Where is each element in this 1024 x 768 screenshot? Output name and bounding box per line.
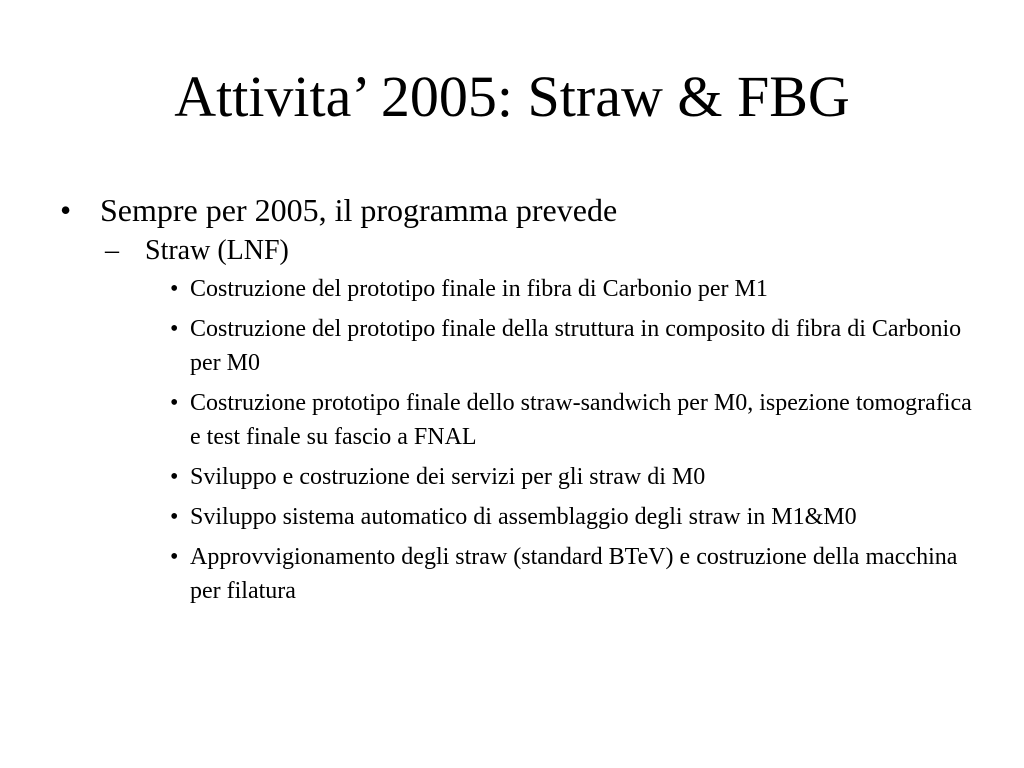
bullet-level2: [105, 232, 980, 270]
bullet-dot-icon: •: [170, 544, 179, 570]
bullet-item-text: Sviluppo sistema automatico di assemblaggio degli straw in M1&M0: [190, 504, 857, 530]
bullet-item: [170, 272, 980, 306]
bullet-item: [170, 460, 980, 494]
bullet-item: [170, 540, 980, 608]
bullet-dot-icon: •: [60, 192, 72, 228]
bullet-item: [170, 386, 980, 454]
bullet-dot-icon: •: [170, 390, 179, 416]
bullet-level2-text: Straw (LNF): [145, 235, 289, 266]
bullet-item: [170, 312, 980, 380]
bullet-item-text: Costruzione del prototipo finale della struttura in composito di fibra di Carbonio per M0: [190, 316, 962, 376]
bullet-item-text: Costruzione del prototipo finale in fibra di Carbonio per M1: [190, 276, 768, 302]
bullet-item: [170, 500, 980, 534]
bullet-item-text: Costruzione prototipo finale dello straw-sandwich per M0, ispezione tomografica e test finale su fascio a FNAL: [190, 390, 972, 450]
bullet-level1-text: Sempre per 2005, il programma prevede: [100, 192, 618, 228]
bullet-dot-icon: •: [170, 464, 179, 490]
slide-title: Attivita’ 2005: Straw & FBG: [174, 64, 850, 129]
bullet-item-text: Approvvigionamento degli straw (standard BTeV) e costruzione della macchina per filatura: [190, 544, 958, 604]
bullet-level1: [60, 188, 980, 232]
dash-bullet-icon: –: [105, 235, 119, 266]
bullet-dot-icon: •: [170, 316, 179, 342]
bullet-item-text: Sviluppo e costruzione dei servizi per gli straw di M0: [190, 464, 706, 490]
slide-content: [60, 188, 980, 614]
bullet-dot-icon: •: [170, 276, 179, 302]
bullet-dot-icon: •: [170, 504, 179, 530]
